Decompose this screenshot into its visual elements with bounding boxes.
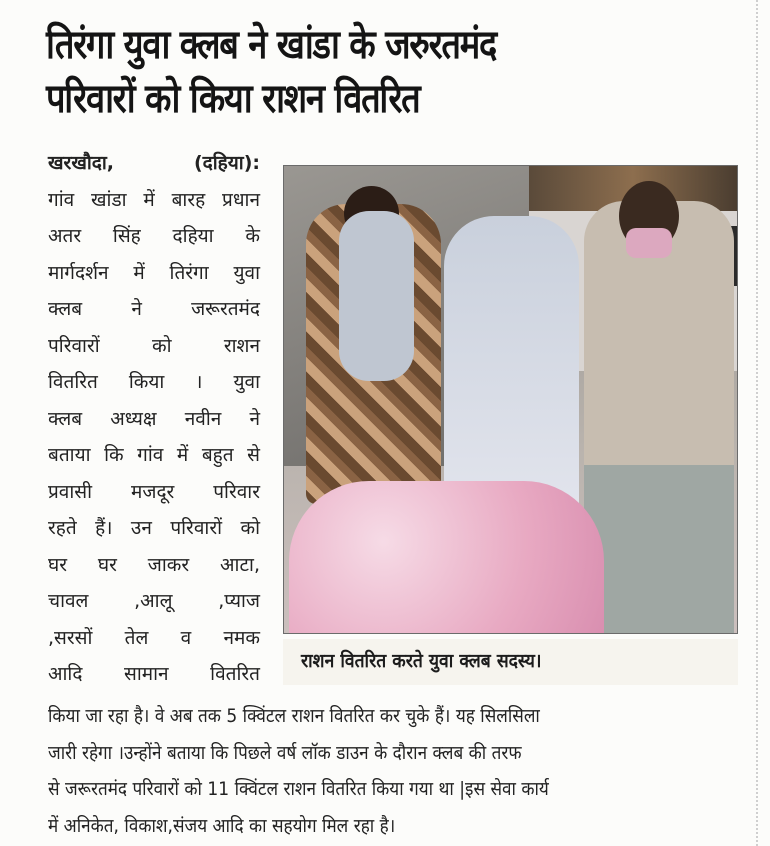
photo-caption-box	[283, 639, 738, 685]
body-line: जारी रहेगा ।उन्होंने बताया कि पिछले वर्ष लॉक डाउन के दौरान क्लब की तरफ	[48, 741, 522, 764]
headline-line-2: परिवारों को किया राशन वितरित	[46, 76, 420, 122]
photo-scarf-left	[339, 211, 414, 381]
body-line: क्लब अध्यक्ष नवीन ने	[48, 407, 260, 430]
headline	[46, 18, 648, 126]
body-line: घर घर जाकर आटा,	[48, 553, 260, 576]
body-line: क्लब ने जरूरतमंद	[48, 298, 260, 320]
body-line: चावल ,आलू ,प्याज	[48, 590, 260, 612]
body-line: किया जा रहा है। वे अब तक 5 क्विंटल राशन वितरित कर चुके हैं। यह सिलसिला	[48, 705, 540, 727]
body-line: अतर सिंह दहिया के	[48, 225, 260, 247]
dateline: खरखौदा, (दहिया):	[48, 152, 260, 174]
body-line: आदि सामान वितरित	[48, 663, 260, 685]
body-line: ,सरसों तेल व नमक	[48, 626, 260, 649]
body-line: वितरित किया । युवा	[48, 371, 260, 393]
news-photo	[283, 165, 738, 634]
body-line: गांव खांडा में बारह प्रधान	[48, 188, 260, 211]
article-column-left	[48, 145, 260, 693]
body-line: रहते हैं। उन परिवारों को	[48, 517, 260, 539]
body-line: परिवारों को राशन	[48, 334, 260, 357]
body-line: मार्गदर्शन में तिरंगा युवा	[48, 261, 260, 284]
body-line: से जरूरतमंद परिवारों को 11 क्विंटल राशन वितरित किया गया था |इस सेवा कार्य	[48, 778, 549, 800]
body-line: बताया कि गांव में बहुत से	[48, 444, 260, 466]
photo-ration-bags	[289, 481, 604, 633]
article-column-full	[48, 698, 738, 844]
photo-person-right	[584, 201, 734, 634]
photo-caption: राशन वितरित करते युवा क्लब सदस्य।	[301, 650, 542, 672]
photo-face-mask	[626, 228, 672, 258]
column-divider	[756, 0, 758, 846]
body-line: प्रवासी मजदूर परिवार	[48, 480, 260, 503]
body-line: में अनिकेत, विकाश,संजय आदि का सहयोग मिल रहा है।	[48, 814, 396, 837]
headline-line-1: तिरंगा युवा क्लब ने खांडा के जरुरतमंद	[46, 22, 496, 68]
